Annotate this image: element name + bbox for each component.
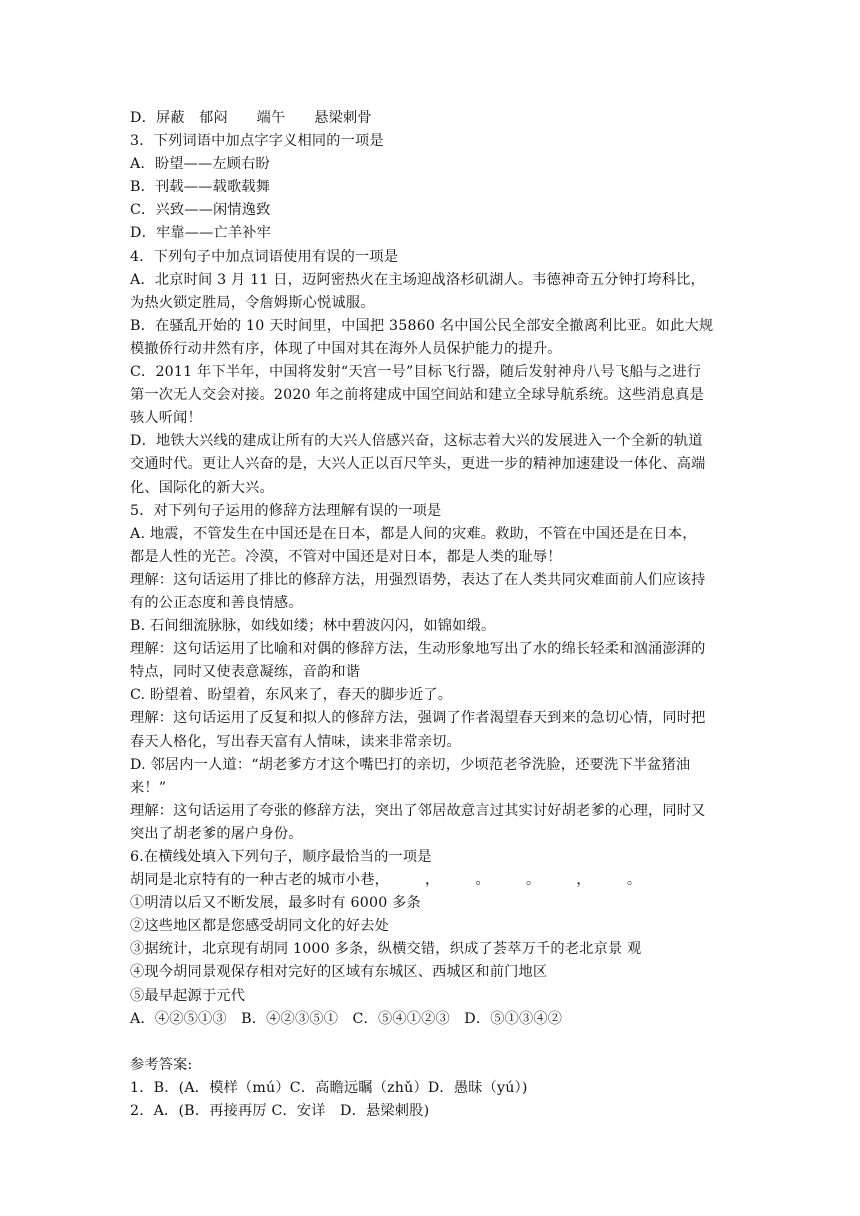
text-line: A．北京时间 3 月 11 日，迈阿密热火在主场迎战洛杉矶湖人。韦德神奇五分钟打垮科比， (130, 271, 705, 288)
text-line: A．④②⑤①③ B．④②③⑤① C．⑤④①②③ D．⑤①③④② (130, 1010, 563, 1027)
text-line: 都是人性的光芒。冷漠，不管对中国还是对日本，都是人类的耻辱！ (130, 548, 562, 565)
text-line: C．兴致——闲情逸致 (130, 202, 271, 219)
text-line: ④现今胡同景观保存相对完好的区域有东城区、西城区和前门地区 (130, 964, 548, 981)
text-line: 胡同是北京特有的一种古老的城市小巷， ， 。 。 ， 。 (130, 872, 642, 889)
text-line: 春天人格化，写出春天富有人情味，读来非常亲切。 (130, 733, 461, 750)
text-line: B．刊载——载歌载舞 (130, 179, 271, 196)
text-line: 为热火锁定胜局，令詹姆斯心悦诚服。 (130, 294, 375, 311)
text-line: 3．下列词语中加点字字义相同的一项是 (130, 133, 384, 150)
text-line: 化、国际化的新大兴。 (130, 479, 274, 496)
text-line: ⑤最早起源于元代 (130, 987, 246, 1004)
text-line: 4．下列句子中加点词语使用有误的一项是 (130, 248, 399, 265)
text-line: 交通时代。更让人兴奋的是，大兴人正以百尺竿头，更进一步的精神加速建设一体化、高端 (130, 456, 706, 473)
text-line: 理解：这句话运用了夸张的修辞方法，突出了邻居故意言过其实讨好胡老爹的心理，同时又 (130, 802, 706, 819)
text-line: 有的公正态度和善良情感。 (130, 594, 303, 611)
text-line: D．牢靠——亡羊补牢 (130, 225, 272, 242)
text-line: 理解：这句话运用了排比的修辞方法，用强烈语势，表达了在人类共同灾难面前人们应该持 (130, 571, 706, 588)
text-line: 突出了胡老爹的屠户身份。 (130, 825, 303, 842)
text-line: A. 地震，不管发生在中国还是在日本，都是人间的灾难。救助，不管在中国还是在日本， (130, 525, 697, 542)
text-line: A．盼望——左顾右盼 (130, 156, 270, 173)
text-line: 1．B．(A．模样（mú）C．高瞻远瞩（zhǔ）D．愚昧（yú）) (130, 1079, 528, 1096)
text-line: 2．A．(B．再接再厉 C．安详 D．悬梁刺股) (130, 1103, 430, 1120)
text-line: C. 盼望着、盼望着，东风来了，春天的脚步近了。 (130, 687, 453, 704)
text-line: 第一次无人交会对接。2020 年之前将建成中国空间站和建立全球导航系统。这些消息真是 (130, 387, 704, 404)
text-line: ①明清以后又不断发展，最多时有 6000 多条 (130, 895, 421, 912)
text-line: 特点，同时又使表意凝练，音韵和谐 (130, 664, 361, 681)
text-line: 理解：这句话运用了反复和拟人的修辞方法，强调了作者渴望春天到来的急切心情，同时把 (130, 710, 706, 727)
text-line: C．2011 年下半年，中国将发射“天宫一号”目标飞行器，随后发射神舟八号飞船与之进行 (130, 364, 702, 381)
text-line: D. 邻居内一人道：“胡老爹方才这个嘴巴打的亲切，少顷范老爷洗脸，还要洗下半盆猪油 (130, 756, 691, 773)
text-line: 参考答案: (130, 1056, 193, 1073)
text-line: 骇人听闻！ (130, 410, 202, 427)
text-line: B．在骚乱开始的 10 天时间里，中国把 35860 名中国公民全部安全撤离利比亚。如此大规 (130, 317, 714, 334)
text-line: D．屏蔽 郁闷 端午 悬梁刺骨 (130, 110, 372, 126)
text-line: 模撤侨行动井然有序，体现了中国对其在海外人员保护能力的提升。 (130, 340, 562, 357)
document-body (130, 107, 736, 1123)
text-line: B. 石间细流脉脉，如线如缕；林中碧波闪闪，如锦如缎。 (130, 618, 496, 635)
text-line: ③据统计，北京现有胡同 1000 多条，纵横交错，织成了荟萃万千的老北京景 观 (130, 941, 642, 958)
text-line: D．地铁大兴线的建成让所有的大兴人倍感兴奋，这标志着大兴的发展进入一个全新的轨道 (130, 433, 703, 450)
blank-line (130, 1031, 736, 1054)
text-line: 理解：这句话运用了比喻和对偶的修辞方法，生动形象地写出了水的绵长轻柔和汹涌澎湃的 (130, 641, 706, 658)
text-line: 5．对下列句子运用的修辞方法理解有误的一项是 (130, 502, 442, 519)
text-line: ②这些地区都是您感受胡同文化的好去处 (130, 918, 389, 935)
text-line: 6.在横线处填入下列句子，顺序最恰当的一项是 (130, 849, 432, 865)
text-line: 来！” (130, 779, 167, 796)
